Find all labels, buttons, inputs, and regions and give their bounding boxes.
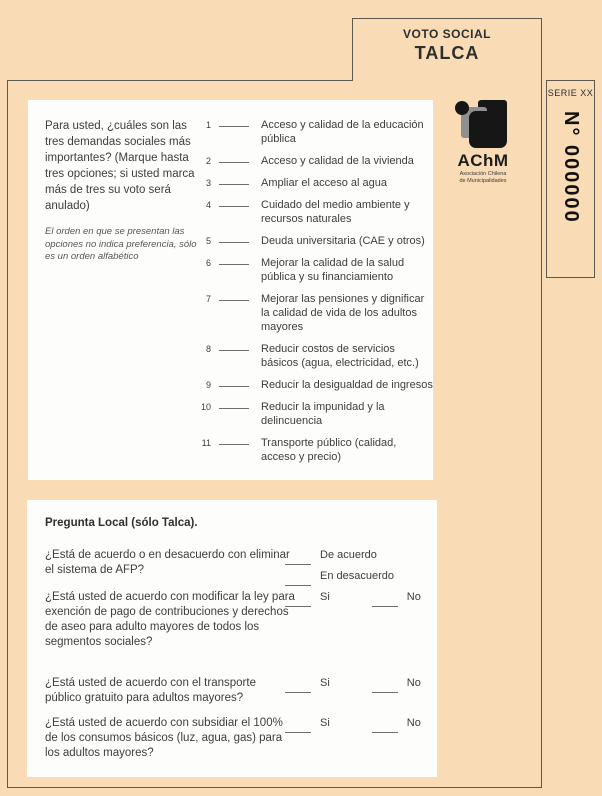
option-mark-line[interactable] bbox=[219, 198, 249, 207]
option-mark-line[interactable] bbox=[219, 342, 249, 351]
local-question-4-answers bbox=[285, 716, 421, 733]
answer-mark-line-no[interactable] bbox=[372, 598, 398, 607]
answer-row-disagree bbox=[285, 569, 394, 586]
local-question-2-text: ¿Está usted de acuerdo con modificar la ley para exención de pago de contribuciones y derechos de aseo para adulto mayores de todos los segmentos sociales? bbox=[45, 591, 295, 648]
answer-mark-line-yes[interactable] bbox=[285, 598, 311, 607]
answer-gap bbox=[330, 590, 372, 607]
option-number: 4 bbox=[205, 200, 211, 210]
option-row-4 bbox=[198, 198, 433, 226]
option-row-8 bbox=[198, 342, 433, 370]
option-mark-line[interactable] bbox=[219, 400, 249, 409]
option-mark-line[interactable] bbox=[219, 292, 249, 301]
local-question-3 bbox=[45, 676, 445, 706]
answer-label-no: No bbox=[406, 717, 421, 729]
ballot-title-tab bbox=[352, 18, 542, 81]
answer-mark-line[interactable] bbox=[285, 577, 311, 586]
local-question-1-text: ¿Está de acuerdo o en desacuerdo con eliminar el sistema de AFP? bbox=[45, 549, 290, 576]
answer-gap bbox=[330, 676, 372, 693]
option-row-7 bbox=[198, 292, 433, 334]
option-label: Reducir la desigualdad de ingresos bbox=[261, 379, 433, 391]
option-label: Ampliar el acceso al agua bbox=[261, 177, 387, 189]
demands-option-list bbox=[198, 118, 433, 472]
answer-label: En desacuerdo bbox=[320, 570, 394, 582]
achm-logo bbox=[445, 100, 521, 185]
answer-mark-line-no[interactable] bbox=[372, 684, 398, 693]
option-label: Mejorar la calidad de la salud pública y su financiamiento bbox=[261, 257, 405, 283]
option-row-3 bbox=[198, 176, 433, 190]
option-label: Mejorar las pensiones y dignificar la calidad de vida de los adultos mayores bbox=[261, 293, 425, 333]
option-number: 6 bbox=[205, 258, 211, 268]
local-section-title: Pregunta Local (sólo Talca). bbox=[45, 517, 198, 529]
answer-label-yes: Si bbox=[320, 717, 330, 729]
option-mark-line[interactable] bbox=[219, 118, 249, 127]
ballot-title-city: TALCA bbox=[414, 43, 480, 63]
option-mark-line[interactable] bbox=[219, 176, 249, 185]
answer-label: De acuerdo bbox=[320, 549, 377, 561]
logo-acronym: AChM bbox=[457, 151, 509, 170]
series-label: SERIE XX bbox=[547, 88, 594, 98]
local-questions-panel bbox=[27, 500, 437, 777]
answer-row-agree bbox=[285, 548, 394, 565]
local-question-4 bbox=[45, 716, 445, 761]
local-question-3-text: ¿Está usted de acuerdo con el transporte público gratuito para adultos mayores? bbox=[45, 677, 256, 704]
logo-subtitle-line1: Asociación Chilena bbox=[459, 171, 507, 177]
logo-square-big bbox=[469, 111, 507, 148]
ballot-title-line1: VOTO SOCIAL bbox=[403, 27, 491, 41]
serial-number: N° 000000 bbox=[560, 111, 582, 224]
local-question-1-answers bbox=[285, 548, 394, 590]
option-mark-line[interactable] bbox=[219, 234, 249, 243]
answer-gap bbox=[330, 716, 372, 733]
option-mark-line[interactable] bbox=[219, 256, 249, 265]
option-label: Reducir costos de servicios básicos (agua, electricidad, etc.) bbox=[261, 343, 419, 369]
local-question-2 bbox=[45, 590, 445, 650]
option-number: 9 bbox=[205, 380, 211, 390]
demands-prompt-text: Para usted, ¿cuáles son las tres demandas sociales más importantes? (Marque hasta tres opciones; si usted marca más de tres su voto será anulado) bbox=[45, 120, 195, 212]
option-number: 3 bbox=[205, 178, 211, 188]
option-row-10 bbox=[198, 400, 433, 428]
option-label: Cuidado del medio ambiente y recursos naturales bbox=[261, 199, 410, 225]
option-label: Transporte público (calidad, acceso y precio) bbox=[261, 437, 397, 463]
option-row-2 bbox=[198, 154, 433, 168]
option-mark-line[interactable] bbox=[219, 436, 249, 445]
option-number: 1 bbox=[205, 120, 211, 130]
option-number: 7 bbox=[205, 294, 211, 304]
answer-label-no: No bbox=[406, 677, 421, 689]
logo-dot bbox=[455, 101, 469, 115]
option-number: 11 bbox=[201, 438, 211, 448]
local-question-2-answers bbox=[285, 590, 421, 607]
logo-subtitle-line2: de Municipalidades bbox=[459, 178, 507, 184]
local-question-1 bbox=[45, 548, 445, 582]
demands-prompt bbox=[45, 118, 197, 264]
option-label: Deuda universitaria (CAE y otros) bbox=[261, 235, 425, 247]
local-question-3-answers bbox=[285, 676, 421, 693]
option-number: 2 bbox=[205, 156, 211, 166]
option-number: 5 bbox=[205, 236, 211, 246]
demands-note: El orden en que se presentan las opciones no indica preferencia, sólo es un orden alfabético bbox=[45, 226, 197, 262]
answer-mark-line-yes[interactable] bbox=[285, 724, 311, 733]
option-row-5 bbox=[198, 234, 433, 248]
option-mark-line[interactable] bbox=[219, 378, 249, 387]
serial-strip bbox=[546, 80, 595, 278]
option-label: Reducir la impunidad y la delincuencia bbox=[261, 401, 385, 427]
option-row-11 bbox=[198, 436, 433, 464]
answer-label-no: No bbox=[406, 591, 421, 603]
option-label: Acceso y calidad de la vivienda bbox=[261, 155, 414, 167]
option-row-6 bbox=[198, 256, 433, 284]
achm-logo-icon bbox=[455, 100, 511, 150]
answer-mark-line[interactable] bbox=[285, 556, 311, 565]
answer-mark-line-no[interactable] bbox=[372, 724, 398, 733]
demands-panel bbox=[28, 100, 433, 480]
answer-mark-line-yes[interactable] bbox=[285, 684, 311, 693]
option-row-1 bbox=[198, 118, 433, 146]
option-row-9 bbox=[198, 378, 433, 392]
option-number: 10 bbox=[200, 402, 211, 412]
answer-label-yes: Si bbox=[320, 591, 330, 603]
option-label: Acceso y calidad de la educación pública bbox=[261, 119, 424, 145]
answer-label-yes: Si bbox=[320, 677, 330, 689]
option-number: 8 bbox=[205, 344, 211, 354]
option-mark-line[interactable] bbox=[219, 154, 249, 163]
local-question-4-text: ¿Está usted de acuerdo con subsidiar el 100% de los consumos básicos (luz, agua, gas) para los adultos mayores? bbox=[45, 717, 283, 759]
